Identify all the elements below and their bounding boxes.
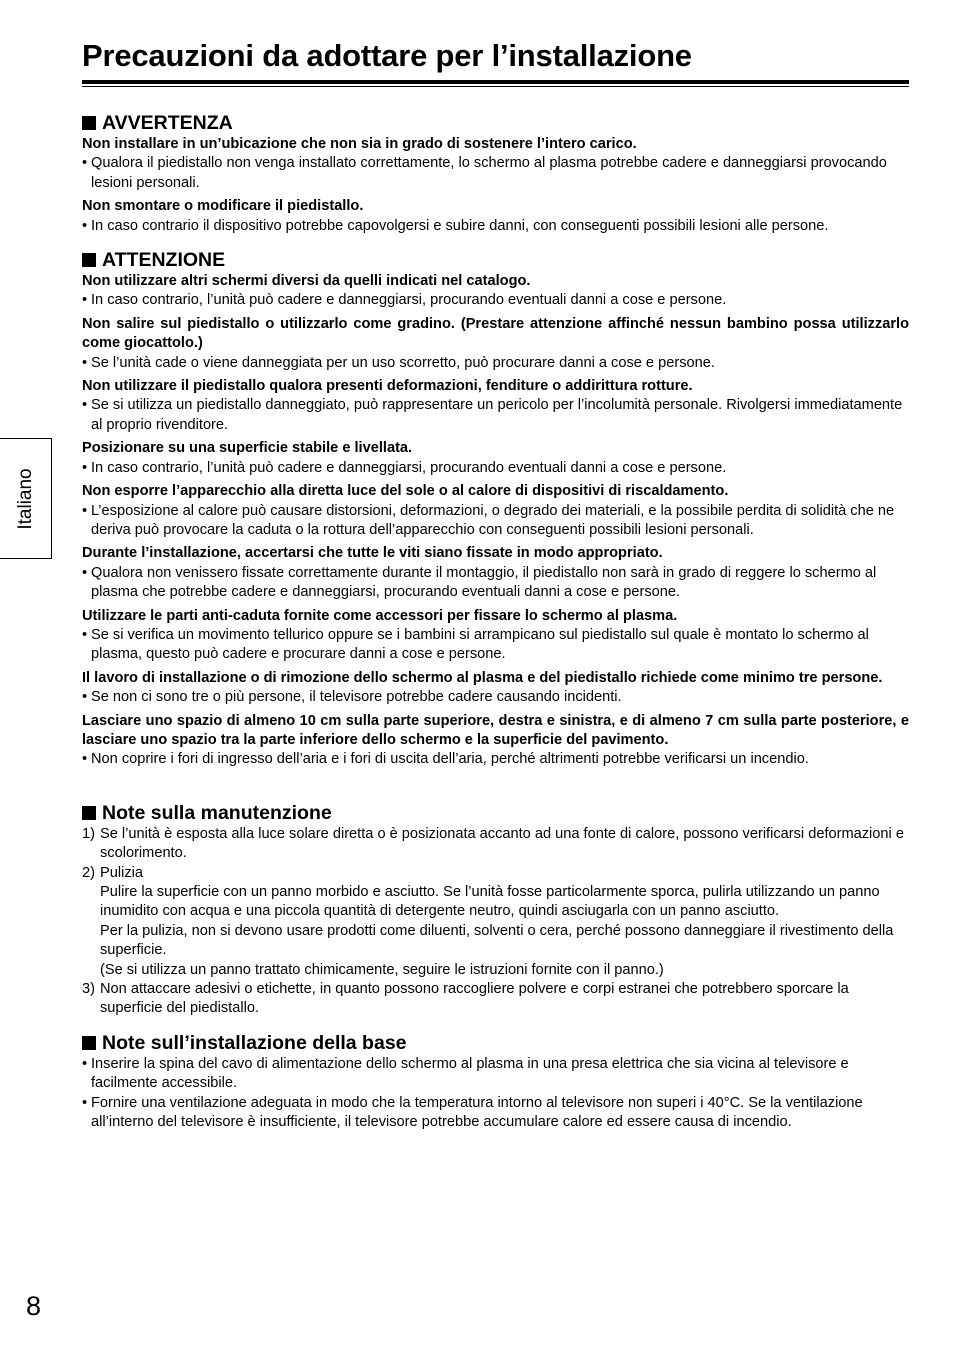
language-tab xyxy=(0,438,52,559)
caution-item-bullet: • Se l’unità cade o viene danneggiata per un uso scorretto, può procurare danni a cose e persone. xyxy=(82,354,715,371)
caution-heading-text: ATTENZIONE xyxy=(102,249,226,272)
caution-item-bullet: • In caso contrario, l’unità può cadere e danneggiarsi, procurando eventuali danni a cose e persone. xyxy=(82,292,727,309)
caution-item-title: Il lavoro di installazione o di rimozione dello schermo al plasma e del piedistallo richiede come minimo tre persone. xyxy=(82,669,883,686)
caution-item-title: Non salire sul piedistallo o utilizzarlo come gradino. (Prestare attenzione affinché nessun bambino possa utilizzarlo come giocattolo.) xyxy=(82,315,909,352)
page-number: 8 xyxy=(26,1291,42,1321)
caution-item-bullet: • In caso contrario, l’unità può cadere e danneggiarsi, procurando eventuali danni a cose e persone. xyxy=(82,459,727,476)
caution-item-bullet: • Se si utilizza un piedistallo danneggiato, può rappresentare un pericolo per l’incolumità personale. Rivolgersi immediatamente al proprio rivenditore. xyxy=(82,397,903,433)
square-bullet-icon xyxy=(82,1036,96,1050)
warning-item-bullet: • In caso contrario il dispositivo potrebbe capovolgersi e subire danni, con conseguenti possibili lesioni alle persone. xyxy=(82,217,829,234)
base-bullet: • Inserire la spina del cavo di alimentazione dello schermo al plasma in una presa elettrica che sia vicina al televisore e facilmente accessibile. xyxy=(82,1055,849,1092)
warning-item-title: Non installare in un’ubicazione che non sia in grado di sostenere l’intero carico. xyxy=(82,136,637,152)
page-title: Precauzioni da adottare per l’installazione xyxy=(82,38,692,73)
caution-item-bullet: • Qualora non venissero fissate correttamente durante il montaggio, il piedistallo non sarà in grado di reggere lo schermo al plasma che potrebbe cadere e danneggiarsi, procurando eventuali danni a cose e persone. xyxy=(82,564,877,601)
page-content xyxy=(82,111,909,1132)
title-rule-thin xyxy=(82,86,909,87)
maintenance-heading-text: Note sulla manutenzione xyxy=(102,801,332,824)
maintenance-item-2-line: Pulire la superficie con un panno morbido e asciutto. Se l’unità fosse particolarmente sporca, pulirla utilizzando un panno inumidito con acqua e una piccola quantità di detergente neutro, quindi asciugarla con un panno asciutto. xyxy=(100,884,880,920)
caution-item-bullet: • Se si verifica un movimento tellurico oppure se i bambini si arrampicano sul piedistallo sul quale è montato lo schermo al plasma, questo può cadere e procurare danni a cose e persone. xyxy=(82,626,869,663)
language-tab-label: Italiano xyxy=(14,467,36,530)
maintenance-item-2-line: (Se si utilizza un panno trattato chimicamente, seguire le istruzioni fornite con il panno.) xyxy=(100,961,664,978)
warning-item-bullet: • Qualora il piedistallo non venga installato correttamente, lo schermo al plasma potrebbe cadere e danneggiarsi provocando lesioni personali. xyxy=(82,155,887,191)
warning-heading xyxy=(82,111,909,135)
title-rule xyxy=(82,80,909,84)
caution-item-title: Non esporre l’apparecchio alla diretta luce del sole o al calore di dispositivi di riscaldamento. xyxy=(82,483,729,500)
caution-item-title: Utilizzare le parti anti-caduta fornite come accessori per fissare lo schermo al plasma. xyxy=(82,607,678,624)
maintenance-heading xyxy=(82,801,909,825)
caution-item-title: Durante l’installazione, accertarsi che tutte le viti siano fissate in modo appropriato. xyxy=(82,545,663,562)
base-bullet: • Fornire una ventilazione adeguata in modo che la temperatura intorno al televisore non superi i 40°C. Se la ventilazione all’interno del televisore è insufficiente, il televisore potrebbe accumulare calore ed essere causa di incendio. xyxy=(82,1094,863,1131)
caution-item-bullet: • L’esposizione al calore può causare distorsioni, deformazioni, o degrado dei materiali, e la possibile perdita di solidità che ne deriva può provocare la caduta o la rottura dell’apparecchio con conseguenti possibili lesioni personali. xyxy=(82,502,895,538)
square-bullet-icon xyxy=(82,806,96,820)
maintenance-item-2: 2) Pulizia xyxy=(82,864,143,881)
caution-item-bullet: • Non coprire i fori di ingresso dell’aria e i fori di uscita dell’aria, perché altrimenti potrebbe verificarsi un incendio. xyxy=(82,751,809,768)
caution-item-title: Lasciare uno spazio di almeno 10 cm sulla parte superiore, destra e sinistra, e di almeno 7 cm sulla parte posteriore, e lasciare uno spazio tra la parte inferiore dello schermo e la superficie del pavimento. xyxy=(82,712,909,748)
warning-item-title: Non smontare o modificare il piedistallo. xyxy=(82,198,364,215)
caution-item-title: Non utilizzare il piedistallo qualora presenti deformazioni, fenditure o addirittura rotture. xyxy=(82,378,693,395)
square-bullet-icon xyxy=(82,253,96,267)
caution-item-bullet: • Se non ci sono tre o più persone, il televisore potrebbe cadere causando incidenti. xyxy=(82,689,622,706)
caution-item-title: Posizionare su una superficie stabile e livellata. xyxy=(82,440,413,457)
maintenance-item-2-line: Per la pulizia, non si devono usare prodotti come diluenti, solventi o cera, perché possono danneggiare il rivestimento della superficie. xyxy=(100,922,894,959)
caution-heading xyxy=(82,248,909,272)
base-heading-text: Note sull’installazione della base xyxy=(102,1031,407,1054)
maintenance-item-1: 1) Se l’unità è esposta alla luce solare diretta o è posizionata accanto ad una fonte di calore, possono verificarsi deformazioni e scolorimento. xyxy=(82,825,904,862)
caution-item-title: Non utilizzare altri schermi diversi da quelli indicati nel catalogo. xyxy=(82,273,531,290)
square-bullet-icon xyxy=(82,116,96,130)
warning-heading-text: AVVERTENZA xyxy=(102,112,233,134)
base-heading xyxy=(82,1031,909,1055)
maintenance-item-3: 3) Non attaccare adesivi o etichette, in quanto possono raccogliere polvere e corpi estranei che potrebbero sporcare la superficie del piedistallo. xyxy=(82,981,849,1017)
